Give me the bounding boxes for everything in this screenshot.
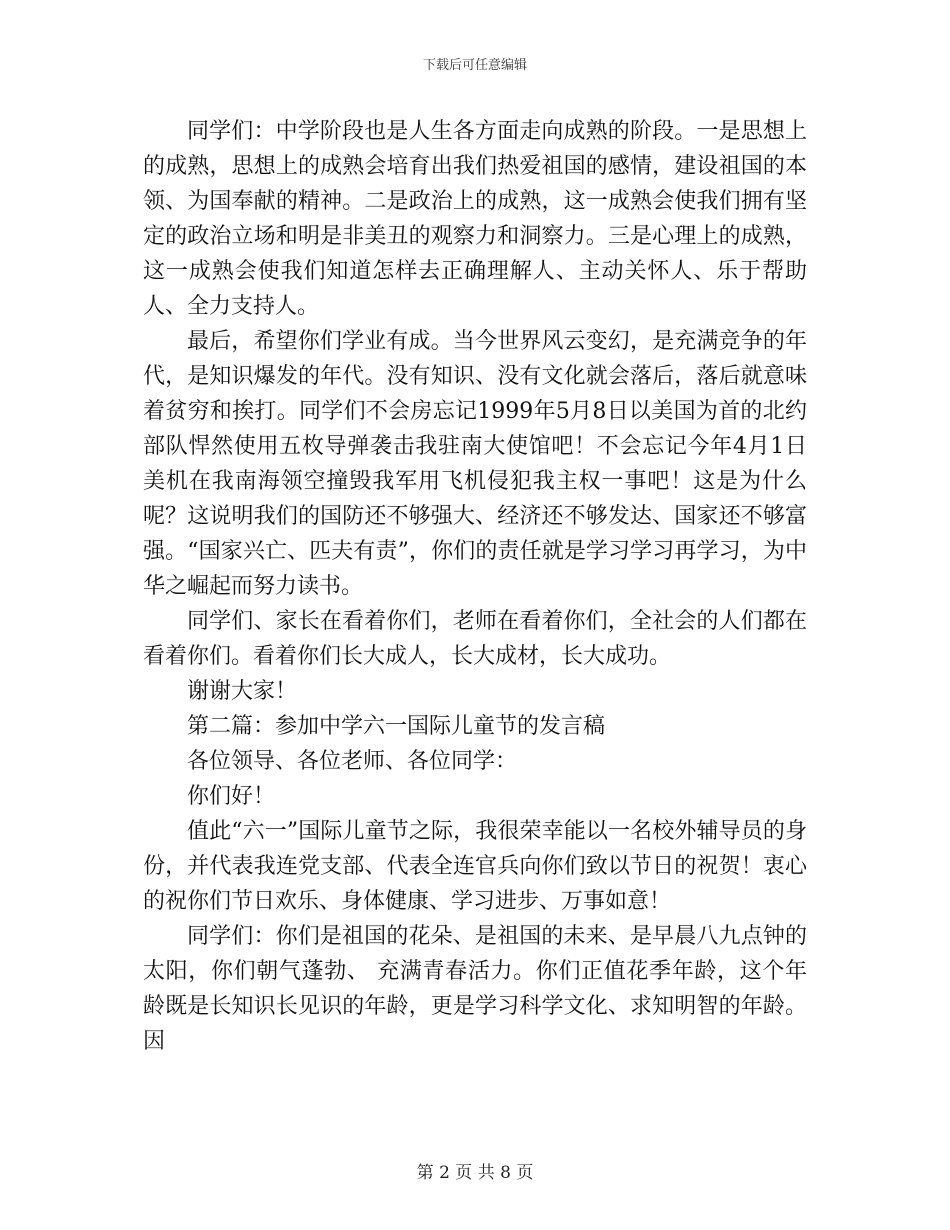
salutation: 各位领导、各位老师、各位同学：	[187, 749, 518, 774]
page-number: 第 2 页 共 8 页	[416, 1163, 534, 1183]
paragraph: 最后，希望你们学业有成。当今世界风云变幻，是充满竞争的年代，是知识爆发的年代。没有知识、没有文化就会落后，落后就意味着贫穷和挨打。同学们不会房忘记1999年5月8日以美国为首的北约部队悍然使用五枚导弹袭击我驻南大使馆吧！不会忘记今年4月1日美机在我南海领空撞毁我军用飞机侵犯我主权一事吧！这是为什么呢？这说明我们的国防还不够强大、经济还不够发达、国家还不够富强。“国家兴亡、匹夫有责”，你们的责任就是学习学习再学习，为中华之崛起而努力读书。	[143, 329, 807, 599]
closing-line: 谢谢大家！	[187, 679, 298, 704]
section-title: 第二篇：参加中学六一国际儿童节的发言稿	[187, 714, 606, 739]
paragraph: 值此“六一”国际儿童节之际，我很荣幸能以一名校外辅导员的身份，并代表我连党支部、代表全连官兵向你们致以节日的祝贺！衷心的祝你们节日欢乐、身体健康、学习进步、万事如意！	[143, 819, 807, 914]
paragraph: 同学们、家长在看着你们，老师在看着你们，全社会的人们都在看着你们。看着你们长大成人，长大成材，长大成功。	[143, 609, 807, 669]
greeting: 你们好！	[187, 784, 276, 809]
document-body	[143, 114, 807, 1059]
paragraph: 同学们：你们是祖国的花朵、是祖国的未来、是早晨八九点钟的太阳，你们朝气蓬勃、 充满青春活力。你们正值花季年龄，这个年龄既是长知识长见识的年龄，更是学习科学文化、求知明智的年龄。因	[143, 924, 807, 1054]
page-header: 下载后可任意编辑	[422, 58, 527, 73]
paragraph: 同学们：中学阶段也是人生各方面走向成熟的阶段。一是思想上的成熟，思想上的成熟会培育出我们热爱祖国的感情，建设祖国的本领、为国奉献的精神。二是政治上的成熟，这一成熟会使我们拥有坚定的政治立场和明是非美丑的观察力和洞察力。三是心理上的成熟，这一成熟会使我们知道怎样去正确理解人、主动关怀人、乐于帮助人、全力支持人。	[143, 119, 807, 319]
